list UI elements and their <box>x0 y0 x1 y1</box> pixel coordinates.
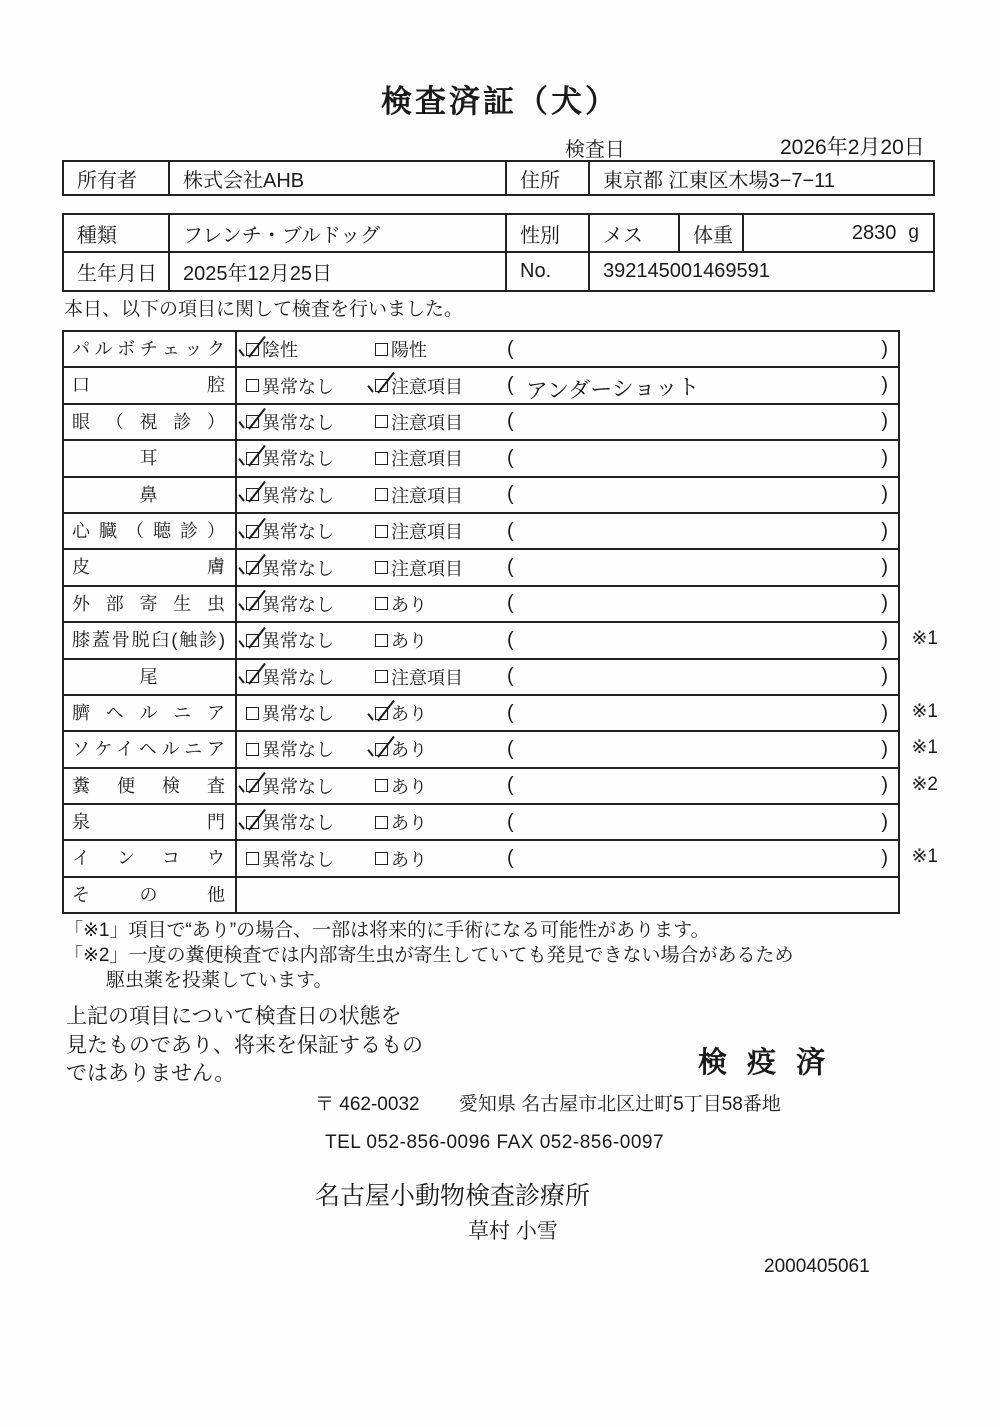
checked-checkbox-icon <box>246 634 259 647</box>
breed-label: 種類 <box>64 215 170 251</box>
open-paren: ( <box>507 774 514 797</box>
exam-item-label: 口腔 <box>64 368 237 402</box>
option-label: あり <box>391 631 427 652</box>
remarks-field <box>499 338 898 361</box>
option-label: 注意項目 <box>391 485 463 506</box>
option-label: 異常なし <box>262 485 334 506</box>
pet-info-row-1 <box>64 215 933 253</box>
exam-row-body <box>237 478 898 512</box>
exam-item-label: 泉門 <box>64 805 237 839</box>
clinic-address: 愛知県 名古屋市北区辻町5丁目58番地 <box>458 1094 781 1115</box>
option-label: あり <box>391 849 427 870</box>
handwritten-note <box>526 490 882 499</box>
remarks-field <box>499 847 898 870</box>
option-label: 異常なし <box>262 449 334 470</box>
option-label: 異常なし <box>262 376 334 397</box>
checkbox-option <box>246 664 375 690</box>
option-label: 注意項目 <box>391 449 463 470</box>
option-label: 陽性 <box>391 340 427 361</box>
checked-checkbox-icon <box>246 779 259 792</box>
address-label: 住所 <box>507 162 590 194</box>
option-label: 異常なし <box>262 704 334 725</box>
exam-row <box>64 878 898 912</box>
close-paren: ) <box>881 337 888 360</box>
close-paren: ) <box>881 665 888 688</box>
open-paren: ( <box>507 337 514 360</box>
open-paren: ( <box>507 519 514 542</box>
option-label: 異常なし <box>262 813 334 834</box>
checkbox-icon <box>375 852 388 865</box>
open-paren: ( <box>507 592 514 615</box>
remarks-field <box>499 556 898 579</box>
option-label: 異常なし <box>262 776 334 797</box>
handwritten-note <box>526 708 882 717</box>
exam-item-label: 外部寄生虫 <box>64 587 237 621</box>
option-label: 陰性 <box>262 340 298 361</box>
option-label: あり <box>391 813 427 834</box>
option-label: 異常なし <box>262 740 334 761</box>
checkbox-option <box>375 736 499 762</box>
handwritten-note <box>526 599 882 608</box>
exam-item-label: 心臓（聴診） <box>64 514 237 548</box>
exam-item-label: 尾 <box>64 660 237 694</box>
checkbox-icon <box>375 779 388 792</box>
checkbox-icon <box>375 415 388 428</box>
checkbox-icon <box>375 634 388 647</box>
exam-row <box>64 841 938 877</box>
exam-row <box>64 696 938 732</box>
disclaimer-line-1: 上記の項目について検査日の状態を <box>66 1005 402 1028</box>
footnote-2: 「※2」一度の糞便検査では内部寄生虫が寄生していても発見できない場合があるため <box>64 945 794 966</box>
clinic-postal-code: 〒 462-0032 <box>315 1094 420 1115</box>
handwritten-note <box>526 563 882 572</box>
examiner-name: 草村 小雪 <box>468 1220 558 1243</box>
checkbox-option <box>375 373 499 399</box>
exam-row-body <box>237 732 898 766</box>
checked-checkbox-icon <box>375 743 388 756</box>
exam-row <box>64 368 898 404</box>
checkbox-icon <box>375 488 388 501</box>
exam-row-body <box>237 587 898 621</box>
checkbox-icon <box>375 597 388 610</box>
checkbox-option <box>246 736 375 762</box>
checkbox-option <box>375 518 499 544</box>
exam-row-body <box>237 660 898 694</box>
remarks-field <box>499 592 898 615</box>
option-label: 注意項目 <box>391 558 463 579</box>
open-paren: ( <box>507 410 514 433</box>
exam-results-table <box>62 330 938 914</box>
close-paren: ) <box>881 592 888 615</box>
remarks-field <box>499 738 898 761</box>
exam-row <box>64 332 898 368</box>
exam-row <box>64 660 898 696</box>
exam-row-body <box>237 841 898 875</box>
remarks-field <box>499 665 898 688</box>
exam-row-body <box>237 696 898 730</box>
checkbox-option <box>375 555 499 581</box>
disclaimer-line-3: ではありません。 <box>66 1062 236 1085</box>
exam-item-label: 皮膚 <box>64 550 237 584</box>
intro-text: 本日、以下の項目に関して検査を行いました。 <box>64 299 464 320</box>
exam-row <box>64 441 898 477</box>
inspection-date-value: 2026年2月20日 <box>780 136 925 159</box>
option-label: 注意項目 <box>391 412 463 433</box>
disclaimer-text <box>66 1003 423 1089</box>
exam-item-label: インコウ <box>64 841 237 875</box>
checkbox-option <box>246 627 375 653</box>
checkbox-option <box>375 591 499 617</box>
checked-checkbox-icon <box>246 670 259 683</box>
option-label: 異常なし <box>262 558 334 579</box>
option-label: 異常なし <box>262 849 334 870</box>
open-paren: ( <box>507 483 514 506</box>
checkbox-option <box>246 591 375 617</box>
weight-label: 体重 <box>680 215 744 251</box>
checkbox-option <box>246 336 375 362</box>
owner-value: 株式会社AHB <box>170 162 507 194</box>
option-label: あり <box>391 594 427 615</box>
remarks-field <box>499 811 898 834</box>
exam-row <box>64 550 898 586</box>
option-label: あり <box>391 704 427 725</box>
serial-number: 2000405061 <box>764 1256 870 1277</box>
certificate-no-value: 392145001469591 <box>603 260 770 282</box>
exam-item-label: 糞便検査 <box>64 769 237 803</box>
footnote-1: 「※1」項目で“あり”の場合、一部は将来的に手術になる可能性があります。 <box>64 920 710 941</box>
exam-item-label: その他 <box>64 878 237 912</box>
handwritten-note <box>526 417 882 426</box>
checked-checkbox-icon <box>246 415 259 428</box>
open-paren: ( <box>507 628 514 651</box>
open-paren: ( <box>507 556 514 579</box>
exam-item-label: 鼻 <box>64 478 237 512</box>
remarks-field <box>499 483 898 506</box>
option-label: あり <box>391 740 427 761</box>
handwritten-note <box>526 781 882 790</box>
ref-mark: ※1 <box>911 846 938 868</box>
exam-row-body <box>237 405 898 439</box>
open-paren: ( <box>507 810 514 833</box>
page-title: 検査済証（犬） <box>381 84 619 119</box>
exam-row-body <box>237 441 898 475</box>
ref-mark: ※2 <box>911 773 938 795</box>
handwritten-note <box>526 745 882 754</box>
option-label: 異常なし <box>262 412 334 433</box>
handwritten-note <box>526 345 882 354</box>
checked-checkbox-icon <box>246 343 259 356</box>
exam-row <box>64 623 938 659</box>
disclaimer-line-2: 見たものであり、将来を保証するもの <box>66 1033 423 1057</box>
checkbox-icon <box>246 743 259 756</box>
exam-row <box>64 805 898 841</box>
checked-checkbox-icon <box>246 561 259 574</box>
handwritten-note <box>526 818 882 827</box>
checkbox-option <box>246 482 375 508</box>
checked-checkbox-icon <box>246 452 259 465</box>
checkbox-option <box>246 555 375 581</box>
checkbox-option <box>375 700 499 726</box>
checkbox-option <box>375 809 499 835</box>
exam-row-body <box>237 514 898 548</box>
close-paren: ) <box>881 374 888 397</box>
checkbox-option <box>246 809 375 835</box>
checkbox-option <box>375 409 499 435</box>
close-paren: ) <box>881 483 888 506</box>
quarantine-passed-stamp: 検 疫 済 <box>698 1047 832 1079</box>
exam-row-body <box>237 332 898 366</box>
birthdate-value: 2025年12月25日 <box>170 253 507 290</box>
exam-row-body <box>237 550 898 584</box>
close-paren: ) <box>881 556 888 579</box>
owner-label: 所有者 <box>64 162 170 194</box>
checked-checkbox-icon <box>375 379 388 392</box>
checkbox-option <box>375 336 499 362</box>
clinic-phone-line: TEL 052-856-0096 FAX 052-856-0097 <box>325 1132 665 1153</box>
checkbox-option <box>246 373 375 399</box>
sex-label: 性別 <box>507 215 590 251</box>
clinic-address-line <box>315 1089 781 1116</box>
address-value: 東京都 江東区木場3−7−11 <box>603 169 835 192</box>
handwritten-note <box>526 636 882 645</box>
checkbox-icon <box>246 852 259 865</box>
checkbox-icon <box>246 379 259 392</box>
open-paren: ( <box>507 446 514 469</box>
exam-row-body <box>237 368 898 402</box>
close-paren: ) <box>881 410 888 433</box>
checked-checkbox-icon <box>246 525 259 538</box>
checkbox-option <box>375 445 499 471</box>
checkbox-icon <box>375 670 388 683</box>
ref-mark: ※1 <box>911 628 938 650</box>
exam-row <box>64 732 938 768</box>
checkbox-option <box>246 445 375 471</box>
exam-row-body <box>237 878 898 912</box>
checkbox-icon <box>375 816 388 829</box>
handwritten-note <box>526 526 882 535</box>
option-label: あり <box>391 776 427 797</box>
close-paren: ) <box>881 628 888 651</box>
checkbox-option <box>375 773 499 799</box>
remarks-field <box>499 520 898 543</box>
footnotes <box>64 918 794 993</box>
pet-info-table <box>62 213 935 292</box>
checkbox-option <box>246 409 375 435</box>
checkbox-option <box>246 700 375 726</box>
option-label: 注意項目 <box>391 376 463 397</box>
checkbox-icon <box>375 343 388 356</box>
remarks-field <box>499 629 898 652</box>
exam-item-label: パルボチェック <box>64 332 237 366</box>
close-paren: ) <box>881 810 888 833</box>
checkbox-option <box>375 846 499 872</box>
exam-row <box>64 587 898 623</box>
close-paren: ) <box>881 737 888 760</box>
open-paren: ( <box>507 847 514 870</box>
checked-checkbox-icon <box>375 707 388 720</box>
weight-number: 2830 <box>851 221 897 244</box>
open-paren: ( <box>507 701 514 724</box>
weight-unit: g <box>908 222 919 243</box>
ref-mark: ※1 <box>911 700 938 722</box>
option-label: 異常なし <box>262 631 334 652</box>
checkbox-option <box>375 482 499 508</box>
pet-info-row-2 <box>64 253 933 290</box>
checkbox-option <box>246 846 375 872</box>
checked-checkbox-icon <box>246 597 259 610</box>
close-paren: ) <box>881 847 888 870</box>
checkbox-icon <box>246 707 259 720</box>
close-paren: ) <box>881 774 888 797</box>
ref-mark: ※1 <box>911 737 938 759</box>
exam-row <box>64 405 898 441</box>
inspection-date-label: 検査日 <box>565 139 625 161</box>
exam-row-body <box>237 623 898 657</box>
checkbox-option <box>375 664 499 690</box>
option-label: 注意項目 <box>391 522 463 543</box>
close-paren: ) <box>881 701 888 724</box>
weight-value <box>744 215 933 251</box>
exam-item-label: 膝蓋骨脱臼(触診) <box>64 623 237 657</box>
close-paren: ) <box>881 519 888 542</box>
exam-row <box>64 769 938 805</box>
open-paren: ( <box>507 665 514 688</box>
open-paren: ( <box>507 737 514 760</box>
birthdate-label: 生年月日 <box>64 253 170 290</box>
exam-row <box>64 478 898 514</box>
checkbox-icon <box>375 561 388 574</box>
exam-item-label: ソケイヘルニア <box>64 732 237 766</box>
option-label: 異常なし <box>262 667 334 688</box>
exam-row <box>64 514 898 550</box>
checked-checkbox-icon <box>246 488 259 501</box>
checkbox-option <box>375 627 499 653</box>
option-label: 異常なし <box>262 594 334 615</box>
certificate-no-label: No. <box>507 253 590 290</box>
checked-checkbox-icon <box>246 816 259 829</box>
handwritten-note <box>526 454 882 463</box>
sex-value: メス <box>590 215 680 251</box>
remarks-field <box>499 410 898 433</box>
remarks-field <box>499 447 898 470</box>
exam-row-body <box>237 805 898 839</box>
checkbox-icon <box>375 452 388 465</box>
remarks-field <box>499 774 898 797</box>
option-label: 注意項目 <box>391 667 463 688</box>
owner-table <box>62 160 935 196</box>
close-paren: ) <box>881 446 888 469</box>
checkbox-option <box>246 773 375 799</box>
clinic-name: 名古屋小動物検査診療所 <box>315 1182 591 1210</box>
breed-value: フレンチ・ブルドッグ <box>170 215 507 251</box>
open-paren: ( <box>507 374 514 397</box>
handwritten-note <box>526 672 882 681</box>
handwritten-note <box>526 854 882 863</box>
footnote-2-continued: 駆虫薬を投薬しています。 <box>106 970 333 991</box>
exam-item-label: 臍ヘルニア <box>64 696 237 730</box>
option-label: 異常なし <box>262 522 334 543</box>
exam-item-label: 耳 <box>64 441 237 475</box>
remarks-field <box>499 702 898 725</box>
checkbox-option <box>246 518 375 544</box>
checkbox-icon <box>375 525 388 538</box>
exam-row-body <box>237 769 898 803</box>
remarks-field <box>499 370 898 404</box>
exam-item-label: 眼（視診） <box>64 405 237 439</box>
handwritten-note: アンダーショット <box>525 374 700 404</box>
